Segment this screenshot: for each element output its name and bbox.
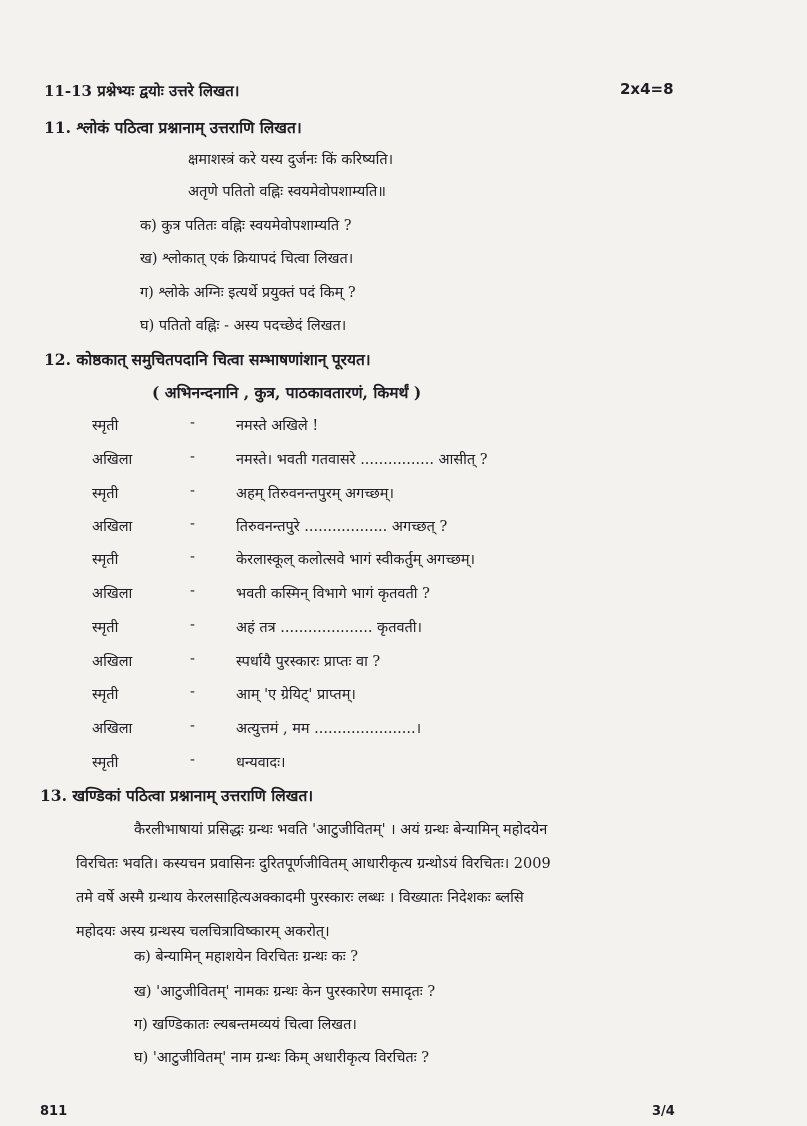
- dialogue-dash: -: [190, 549, 195, 565]
- paper-code: 811: [40, 1104, 68, 1119]
- dialogue-text: तिरुवनन्तपुरे .................. अगच्छत् ?: [236, 519, 448, 535]
- dialogue-dash: -: [190, 449, 195, 465]
- dialogue-speaker: स्मृती: [92, 755, 119, 771]
- q13-title: 13. खण्डिकां पठित्वा प्रश्नानाम् उत्तराणि लिखत।: [40, 786, 314, 805]
- dialogue-text: अहम् तिरुवनन्तपुरम् अगच्छम्।: [236, 486, 394, 502]
- q13-question-d: घ) 'आटुजीवितम्' नाम ग्रन्थः किम् अधारीकृत्य विरचितः ?: [134, 1050, 430, 1066]
- dialogue-speaker: अखिला: [92, 586, 133, 602]
- dialogue-text: स्पर्धायै पुरस्कारः प्राप्तः वा ?: [236, 654, 381, 670]
- q11-question-d: घ) पतितो वह्निः - अस्य पदच्छेदं लिखत।: [140, 318, 347, 334]
- q11-shloka-line-2: अतृणे पतितो वह्निः स्वयमेवोपशाम्यति॥: [188, 184, 386, 200]
- dialogue-dash: -: [190, 617, 195, 633]
- q13-question-a: क) बेन्यामिन् महाशयेन विरचितः ग्रन्थः कः ?: [134, 949, 359, 965]
- dialogue-speaker: स्मृती: [92, 418, 119, 434]
- q11-shloka-line-1: क्षमाशस्त्रं करे यस्य दुर्जनः किं करिष्यति।: [188, 152, 394, 168]
- dialogue-dash: -: [190, 516, 195, 532]
- dialogue-dash: -: [190, 718, 195, 734]
- dialogue-text: आम् 'ए ग्रेयिट्' प्राप्तम्।: [236, 687, 356, 703]
- q13-question-b: ख) 'आटुजीवितम्' नामकः ग्रन्थः केन पुरस्कारेण समादृतः ?: [134, 984, 436, 1000]
- passage-line: विरचितः भवति। कस्यचन प्रवासिनः दुरितपूर्णजीवितम् आधारीकृत्य ग्रन्थोऽयं विरचितः। 2009: [76, 856, 551, 872]
- dialogue-dash: -: [190, 415, 195, 431]
- dialogue-dash: -: [190, 752, 195, 768]
- passage-line: तमे वर्षे अस्मै ग्रन्थाय केरलसाहित्यअक्कादमी पुरस्कारः लब्धः । विख्यातः निदेशकः ब्लसि: [76, 890, 524, 906]
- q13-question-c: ग) खण्डिकातः ल्यबन्तमव्ययं चित्वा लिखत।: [134, 1017, 357, 1033]
- section-instruction: 11-13 प्रश्नेभ्यः द्वयोः उत्तरे लिखत।: [44, 82, 240, 100]
- section-marks: 2x4=8: [620, 80, 674, 98]
- q12-options: ( अभिनन्दनानि , कुत्र, पाठकावतारणं, किमर्थं ): [152, 383, 422, 402]
- q11-question-b: ख) श्लोकात् एकं क्रियापदं चित्वा लिखत।: [140, 251, 354, 267]
- dialogue-speaker: अखिला: [92, 721, 133, 737]
- dialogue-speaker: स्मृती: [92, 620, 119, 636]
- dialogue-text: नमस्ते अखिले !: [236, 418, 319, 434]
- dialogue-speaker: स्मृती: [92, 486, 119, 502]
- dialogue-speaker: अखिला: [92, 452, 133, 468]
- dialogue-dash: -: [190, 684, 195, 700]
- q11-question-c: ग) श्लोके अग्निः इत्यर्थे प्रयुक्तं पदं किम् ?: [140, 285, 356, 301]
- dialogue-dash: -: [190, 651, 195, 667]
- passage-line: महोदयः अस्य ग्रन्थस्य चलचित्राविष्कारम् अकरोत्।: [76, 924, 330, 940]
- dialogue-dash: -: [190, 583, 195, 599]
- dialogue-text: अहं तत्र .................... कृतवती।: [236, 620, 423, 636]
- q12-title: 12. कोष्ठकात् समुचितपदानि चित्वा सम्भाषणांशान् पूरयत।: [44, 350, 371, 369]
- dialogue-speaker: अखिला: [92, 519, 133, 535]
- dialogue-speaker: स्मृती: [92, 687, 119, 703]
- dialogue-text: भवती कस्मिन् विभागे भागं कृतवती ?: [236, 586, 430, 602]
- page-number: 3/4: [652, 1104, 675, 1119]
- dialogue-text: धन्यवादः।: [236, 755, 286, 771]
- dialogue-text: अत्युत्तमं , मम ......................।: [236, 721, 422, 737]
- dialogue-dash: -: [190, 483, 195, 499]
- passage-line: कैरलीभाषायां प्रसिद्धः ग्रन्थः भवति 'आटुजीवितम्' । अयं ग्रन्थः बेन्यामिन् महोदयेन: [134, 822, 548, 838]
- dialogue-speaker: स्मृती: [92, 552, 119, 568]
- dialogue-text: केरलास्कूल् कलोत्सवे भागं स्वीकर्तुम् अगच्छम्।: [236, 552, 475, 568]
- q13-passage: [76, 813, 672, 949]
- dialogue-text: नमस्ते। भवती गतवासरे ................ आसीत् ?: [236, 452, 488, 468]
- q11-title: 11. श्लोकं पठित्वा प्रश्नानाम् उत्तराणि लिखत।: [44, 118, 302, 137]
- dialogue-speaker: अखिला: [92, 654, 133, 670]
- q11-question-a: क) कुत्र पतितः वह्निः स्वयमेवोपशाम्यति ?: [140, 218, 352, 234]
